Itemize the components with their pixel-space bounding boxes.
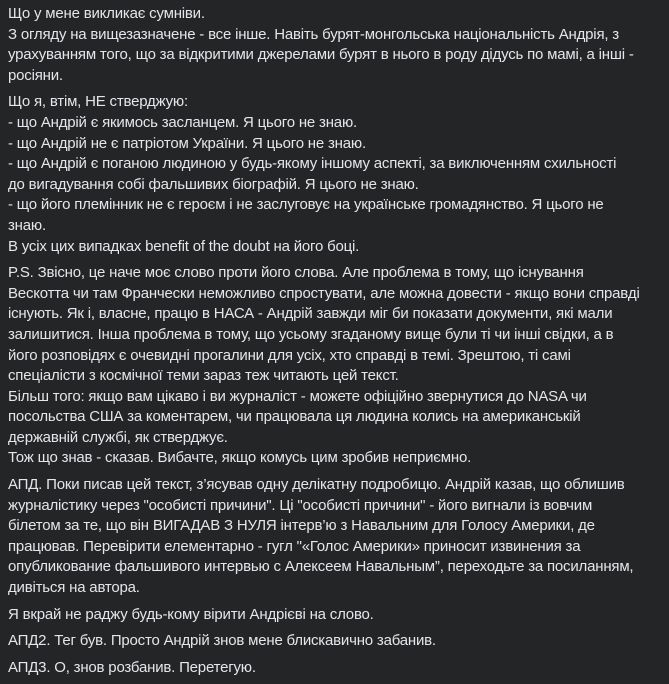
post-line: Більш того: якщо вам цікаво і ви журналіст - можете офіційно звернутися до NASA чи xyxy=(8,387,587,405)
post-line: державній службі, як стверджує. xyxy=(8,428,228,446)
post-line: його розповідях є очевидні прогалини для усіх, хто справді в темі. Зрештою, ті самі xyxy=(8,346,571,364)
post-line: - що Андрій є поганою людиною у будь-якому іншому аспекті, за виключенням схильності xyxy=(8,155,617,173)
post-line: білетом за те, що він ВИГАДАВ З НУЛЯ інтерв’ю з Навальним для Голосу Америки, де xyxy=(8,517,595,535)
post-line: АПД. Поки писав цей текст, з’ясував одну делікатну подробицю. Андрій казав, що облишив xyxy=(8,476,625,494)
post-line: залишитися. Інша проблема в тому, що усьому згаданому вище були ті чи інші свідки, а в xyxy=(8,325,614,343)
post-line: спеціалісти з космічної теми зараз теж читають цей текст. xyxy=(8,367,399,385)
post-line: опубликование фальшивого интервью с Алексеем Навальным”, переходьте за посиланням, xyxy=(8,558,634,576)
post-paragraph xyxy=(8,475,661,599)
post-line: З огляду на вищезазначене - все інше. Навіть бурят-монгольська національність Андрія, з xyxy=(8,25,619,43)
post-paragraph xyxy=(8,631,661,652)
post-paragraph xyxy=(8,263,661,469)
post-line: росіяни. xyxy=(8,66,63,84)
post-line: Тож що знав - сказав. Вибачте, якщо комусь цим зробив неприємно. xyxy=(8,449,472,467)
post-line: В усіх цих випадках benefit of the doubt на його боці. xyxy=(8,237,360,255)
post-paragraph xyxy=(8,4,661,86)
post-line: працював. Перевірити елементарно - гугл "«Голос Америки» приносит извинения за xyxy=(8,537,581,555)
post-line: Я вкрай не раджу будь-кому вірити Андрієві на слово. xyxy=(8,605,374,623)
post-line: Що я, втім, НЕ стверджую: xyxy=(8,93,188,111)
post-paragraph xyxy=(8,605,661,626)
post-line: АПД2. Тег був. Просто Андрій знов мене блискавично забанив. xyxy=(8,632,436,650)
post-line: знаю. xyxy=(8,216,46,234)
post-line: існують. Як і, власне, працю в НАСА - Андрій завжди міг би показати документи, які мали xyxy=(8,305,613,323)
post-line: Вескотта чи там Франчески неможливо спростувати, але можна довести - якщо вони справді xyxy=(8,284,640,302)
post-line: посольства США за коментарем, чи працювала ця людина колись на американській xyxy=(8,408,581,426)
post-paragraph xyxy=(8,92,661,257)
post-line: АПД3. О, знов розбанив. Перетегую. xyxy=(8,658,256,676)
post-line: дивіться на автора. xyxy=(8,579,140,597)
post-line: - що його племінник не є героєм і не заслуговує на українське громадянство. Я цього не xyxy=(8,196,604,214)
post-line: журналістику через "особисті причини". Ці "особисті причини" - його вигнали із вовчим xyxy=(8,496,593,514)
post-line: P.S. Звісно, це наче моє слово проти його слова. Але проблема в тому, що існування xyxy=(8,264,584,282)
post-line: - що Андрій є якимось засланцем. Я цього не знаю. xyxy=(8,113,357,131)
post-line: - що Андрій не є патріотом України. Я цього не знаю. xyxy=(8,134,366,152)
post-line: урахуванням того, що за відкритими джерелами бурят в нього в роду дідусь по мамі, а інші - xyxy=(8,46,634,64)
post-line: до вигадування собі фальшивих біографій. Я цього не знаю. xyxy=(8,175,419,193)
post-paragraph xyxy=(8,658,661,679)
post-line: Що у мене викликає сумніви. xyxy=(8,5,205,22)
